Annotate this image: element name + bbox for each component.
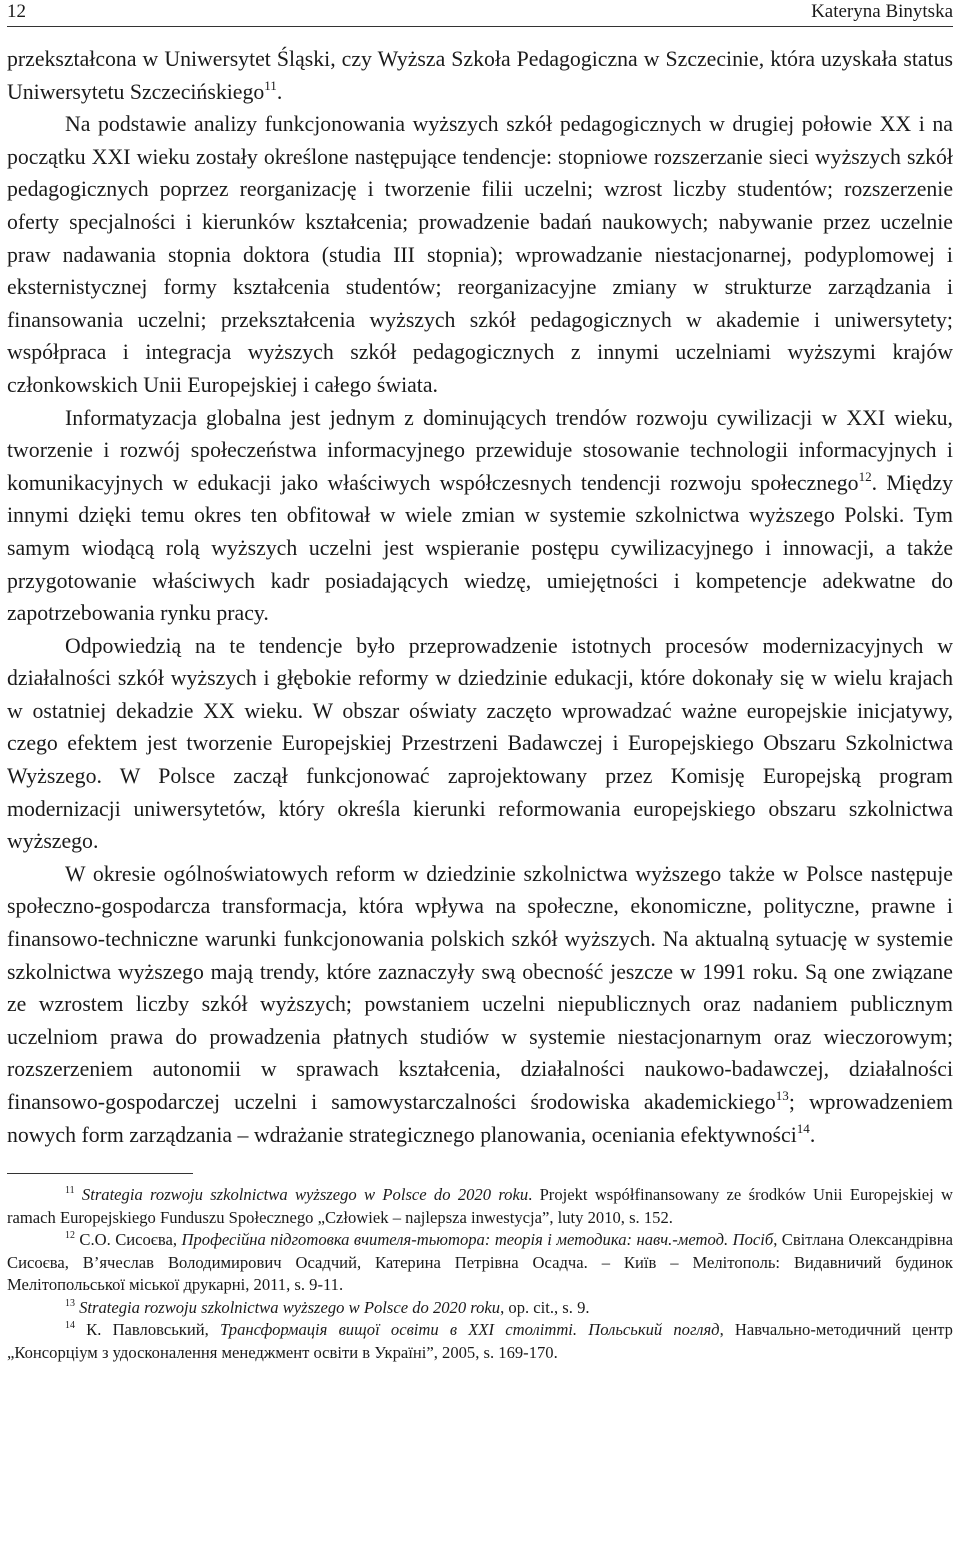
body-text [7,43,953,1151]
footnote-title: Strategia rozwoju szkolnictwa wyższego w Polsce do 2020 roku [79,1297,501,1317]
footnote-title: Трансформація вищої освіти в ХХІ столітті. Польський погляд [219,1320,720,1340]
footnote-text: . Projekt współfinansowany ze środków Unii Europejskiej w ramach Europejskiego Funduszu Społecznego „Człowiek – najlepsza inwestycja”, luty 2010, s. 152. [7,1185,954,1227]
footnote-number: 12 [65,1230,75,1242]
paragraph [7,858,953,1151]
footnote-ref[interactable]: 14 [796,1120,810,1136]
running-header [7,0,953,27]
footnote-text: , op. cit., s. 9. [500,1297,590,1317]
footnote [7,1297,953,1320]
paragraph-text: . Między innymi dzięki temu okres ten obfitował w wiele zmian w systemie szkolnictwa wyższego Polski. Tym samym wiodącą rolą wyższych uczelni jest wspieranie postępu cywilizacyjnego i innowacji, a także przygotowanie właściwych kadr posiadających wiedzę, umiejętności i kompetencje adekwatne do zapotrzebowania rynku pracy. [7,470,953,626]
footnote-text: , Навчально-методичний центр „Консорціум з удосконалення менеджмент освіти в Україні”, 2005, s. 169-170. [7,1320,953,1362]
paragraph-text: ; wprowadzeniem nowych form zarządzania – wdrażanie strategicznego planowania, oceniania efektywności [7,1090,953,1147]
footnote-ref[interactable]: 13 [775,1087,789,1103]
paragraph-text: . [276,79,283,104]
footnote-number: 11 [65,1185,75,1197]
footnote-author: С.О. Сисоєва, [79,1230,182,1250]
footnote-number: 13 [65,1297,75,1309]
paragraph-text: W okresie ogólnoświatowych reform w dziedzinie szkolnictwa wyższego także w Polsce następuje społeczno-gospodarcza transformacja, która wpływa na społeczne, ekonomiczne, polityczne, prawne i finansowo-techniczne warunki funkcjonowania polskich szkół wyższych. Na aktualną sytuację w systemie szkolnictwa wyższego mają trendy, które zaznaczyły swą obecność jeszcze w 1991 roku. Są one związane ze wzrostem liczby szkół wyższych; powstaniem uczelni niepublicznych oraz nadaniem publicznym uczelniom prawa do prowadzenia płatnych studiów w systemie niestacjonarnym oraz wieczorowym; rozszerzeniem autonomii w sprawach kształcenia, działalności naukowo-badawczej, działalności finansowo-gospodarczej uczelni i samowystarczalności środowiska akademickiego [7,861,953,1114]
footnotes [7,1184,953,1364]
page-number: 12 [7,1,26,22]
footnote-ref[interactable]: 12 [858,468,872,484]
footnote-title: Професійна підготовка вчителя-тьютора: теорія і методика: навч.-метод. Посіб [181,1230,774,1250]
footnote-ref[interactable]: 11 [264,77,277,93]
paragraph-text: Informatyzacja globalna jest jednym z dominujących trendów rozwoju cywilizacji w XXI wieku, tworzenie i rozwój społeczeństwa informacyjnego przewiduje stosowanie technologii informacyjnych i komunikacyjnych w edukacji jako właściwych współczesnych tendencji rozwoju społecznego [7,405,953,495]
footnote-divider [7,1173,193,1174]
footnote [7,1319,953,1364]
paragraph-text: przekształcona w Uniwersytet Śląski, czy Wyższa Szkoła Pedagogiczna w Szczecinie, która uzyskała status Uniwersytetu Szczecińskiego [7,47,953,104]
footnote-text: , Світлана Олександрівна Сисоєва, В’ячеслав Володимирович Осадчий, Катерина Петрівна Осадча. – Київ – Мелітополь: Видавничий будинок Мелітопольської міської друкарні, 2011, s. 9-11. [7,1230,953,1295]
footnote-title: Strategia rozwoju szkolnictwa wyższego w Polsce do 2020 roku [81,1185,529,1205]
paragraph: Odpowiedzią na te tendencje było przeprowadzenie istotnych procesów modernizacyjnych w działalności szkół wyższych i głębokie reformy w dziedzinie edukacji, które dokonały się w wielu krajach w ostatniej dekadzie XX wieku. W obszar oświaty zaczęto wprowadzać ważne europejskie inicjatywy, czego efektem jest tworzenie Europejskiej Przestrzeni Badawczej i Europejskiego Obszaru Szkolnictwa Wyższego. W Polsce zaczął funkcjonować zaprojektowany przez Komisję Europejską program modernizacji uniwersytetów, który określa kierunki reformowania europejskiego obszaru szkolnictwa wyższego. [7,633,953,854]
footnote-author: К. Павловський, [86,1320,220,1340]
paragraph-continuation [7,43,953,108]
paragraph [7,402,953,630]
footnote-number: 14 [65,1320,75,1332]
footnote [7,1184,953,1229]
paragraph-text: . [809,1122,816,1147]
running-author: Kateryna Binytska [811,1,953,22]
footnote [7,1229,953,1297]
paragraph: Na podstawie analizy funkcjonowania wyższych szkół pedagogicznych w drugiej połowie XX i na początku XXI wieku zostały określone następujące tendencje: stopniowe rozszerzanie sieci wyższych szkół pedagogicznych poprzez reorganizację i tworzenie filii uczelni; wzrost liczby studentów; rozszerzenie oferty specjalności i kierunków kształcenia; prowadzenie badań naukowych; nabywanie przez uczelnie praw nadawania stopnia doktora (studia III stopnia); wprowadzanie niestacjonarnej, podyplomowej i eksternistycznej formy kształcenia studentów; reorganizacyjne zmiany w strukturze zarządzania i finansowania uczelni; przekształcenia wyższych szkół pedagogicznych w akademie i uniwersytety; współpraca i integracja wyższych szkół pedagogicznych z innymi uczelniami wyższymi krajów członkowskich Unii Europejskiej i całego świata. [7,112,953,397]
